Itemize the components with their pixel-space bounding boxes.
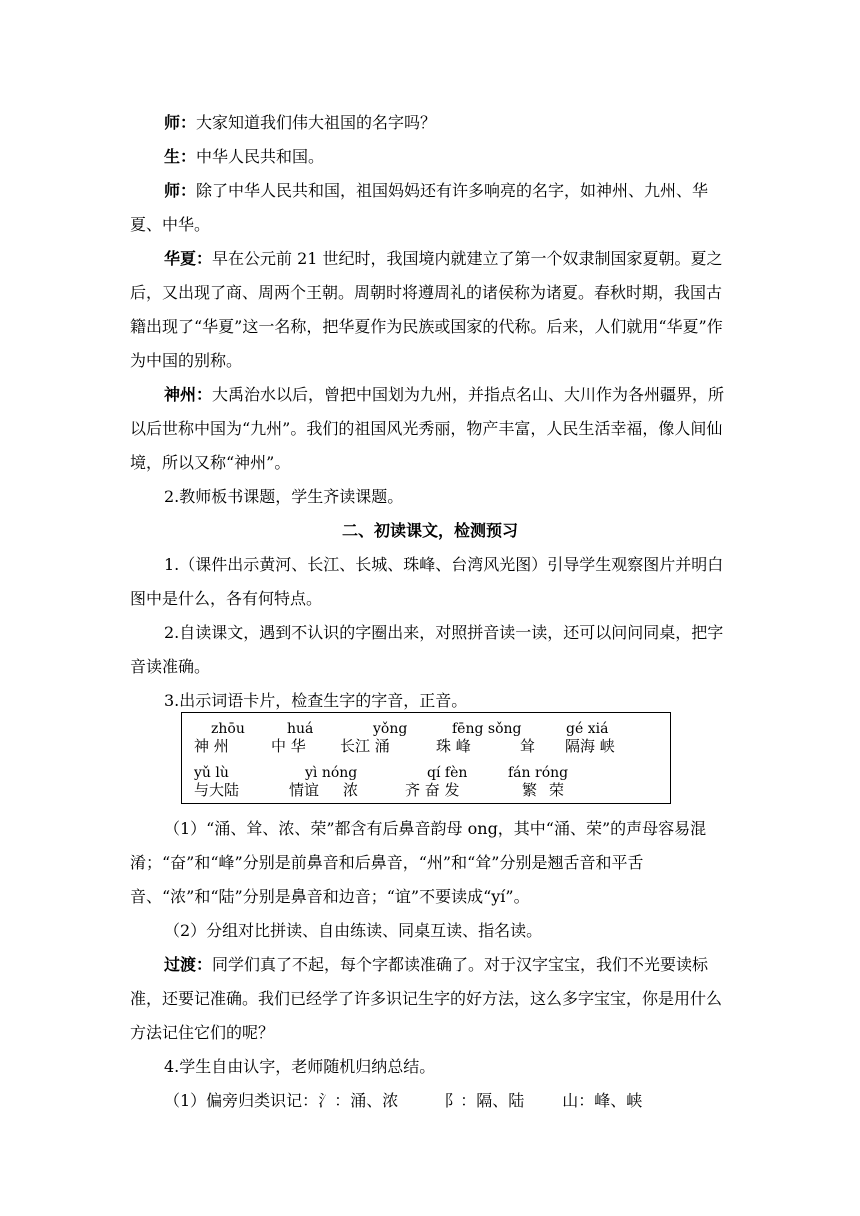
pinyin: yǔ lù xyxy=(194,765,229,781)
vocab-word: 中 华 xyxy=(271,737,306,755)
vocab-word: 浓 xyxy=(343,781,359,799)
vocab-word: 耸 xyxy=(520,737,536,755)
vocab-word: 珠 峰 xyxy=(436,737,471,755)
step-4-1 xyxy=(130,1084,730,1118)
radical-group: 氵：涌、浓 xyxy=(318,1091,399,1110)
vocab-word: 长江 涌 xyxy=(340,737,390,755)
section-heading: 二、初读课文，检测预习 xyxy=(341,521,518,540)
vocab-word: 繁 xyxy=(522,781,538,799)
pinyin: zhōu xyxy=(211,721,245,737)
vocab-word: 隔海 峡 xyxy=(565,737,615,755)
section-step-3: 3.出示词语卡片，检查生字的字音，正音。 xyxy=(164,691,468,710)
pinyin: gé xiá xyxy=(566,721,609,737)
vocab-word: 齐 奋 发 xyxy=(405,781,460,799)
pinyin: fēng sǒng xyxy=(452,721,522,737)
vocabulary-card xyxy=(181,712,671,804)
dialogue-line-3 xyxy=(130,174,730,242)
transition-paragraph xyxy=(130,948,730,1050)
note-2: （2）分组对比拼读、自由练读、同桌互读、指名读。 xyxy=(164,921,543,940)
speaker-teacher: 师： xyxy=(164,113,197,132)
dialogue-line-1 xyxy=(130,106,730,140)
vocab-word: 与大陆 xyxy=(194,781,240,799)
dialogue-line-2 xyxy=(130,140,730,174)
dialogue-text: 中华人民共和国。 xyxy=(196,147,325,166)
pinyin: yǒng xyxy=(373,721,408,737)
huaxia-label: 华夏： xyxy=(164,249,213,268)
transition-label: 过渡： xyxy=(164,955,213,974)
pinyin: yì nóng xyxy=(305,765,358,781)
shenzhou-label: 神州： xyxy=(164,385,213,404)
huaxia-text: 早在公元前 21 世纪时，我国境内就建立了第一个奴隶制国家夏朝。夏之后，又出现了商、周两个王朝。周朝时将遵周礼的诸侯称为诸夏。春秋时期，我国古籍出现了“华夏”这一名称，把华夏作为民族或国家的代称。后来，人们就用“华夏”作为中国的别称。 xyxy=(130,249,723,370)
radical-group: 山：峰、峡 xyxy=(562,1091,643,1110)
shenzhou-paragraph xyxy=(130,378,730,480)
vocab-word: 神 州 xyxy=(194,737,229,755)
speaker-student: 生： xyxy=(164,147,197,166)
huaxia-paragraph xyxy=(130,242,730,378)
transition-text: 同学们真了不起，每个字都读准确了。对于汉字宝宝，我们不光要读标准，还要记准确。我们已经学了许多识记生字的好方法，这么多字宝宝，你是用什么方法记住它们的呢？ xyxy=(130,955,723,1042)
section-step-2: 2.自读课文，遇到不认识的字圈出来，对照拼音读一读，还可以问问同桌，把字音读准确。 xyxy=(130,623,724,676)
radical-group: 阝：隔、陆 xyxy=(444,1091,525,1110)
shenzhou-text: 大禹治水以后，曾把中国划为九州，并指点名山、大川作为各州疆界，所以后世称中国为“九州”。我们的祖国风光秀丽，物产丰富，人民生活幸福，像人间仙境，所以又称“神州”。 xyxy=(130,385,725,472)
dialogue-text: 大家知道我们伟大祖国的名字吗？ xyxy=(196,113,437,132)
note-1: （1）“涌、耸、浓、荣”都含有后鼻音韵母 ong，其中“涌、荣”的声母容易混淆；“奋”和“峰”分别是前鼻音和后鼻音，“州”和“耸”分别是翘舌音和平舌音、“浓”和“陆”分别是鼻音和边音；“谊”不要读成“yí”。 xyxy=(130,819,707,906)
vocab-word: 荣 xyxy=(549,781,565,799)
dialogue-text: 除了中华人民共和国，祖国妈妈还有许多响亮的名字，如神州、九州、华夏、中华。 xyxy=(130,181,709,234)
speaker-teacher: 师： xyxy=(164,181,197,200)
radical-prefix: （1）偏旁归类识记： xyxy=(164,1091,319,1110)
pinyin: fán róng xyxy=(508,765,569,781)
step-2: 2.教师板书课题，学生齐读课题。 xyxy=(164,487,404,506)
section-step-1: 1.（课件出示黄河、长江、长城、珠峰、台湾风光图）引导学生观察图片并明白图中是什么，各有何特点。 xyxy=(130,555,724,608)
pinyin: huá xyxy=(287,721,314,737)
step-4: 4.学生自由认字，老师随机归纳总结。 xyxy=(164,1057,436,1076)
vocab-word: 情谊 xyxy=(289,781,320,799)
pinyin: qí fèn xyxy=(427,765,468,781)
